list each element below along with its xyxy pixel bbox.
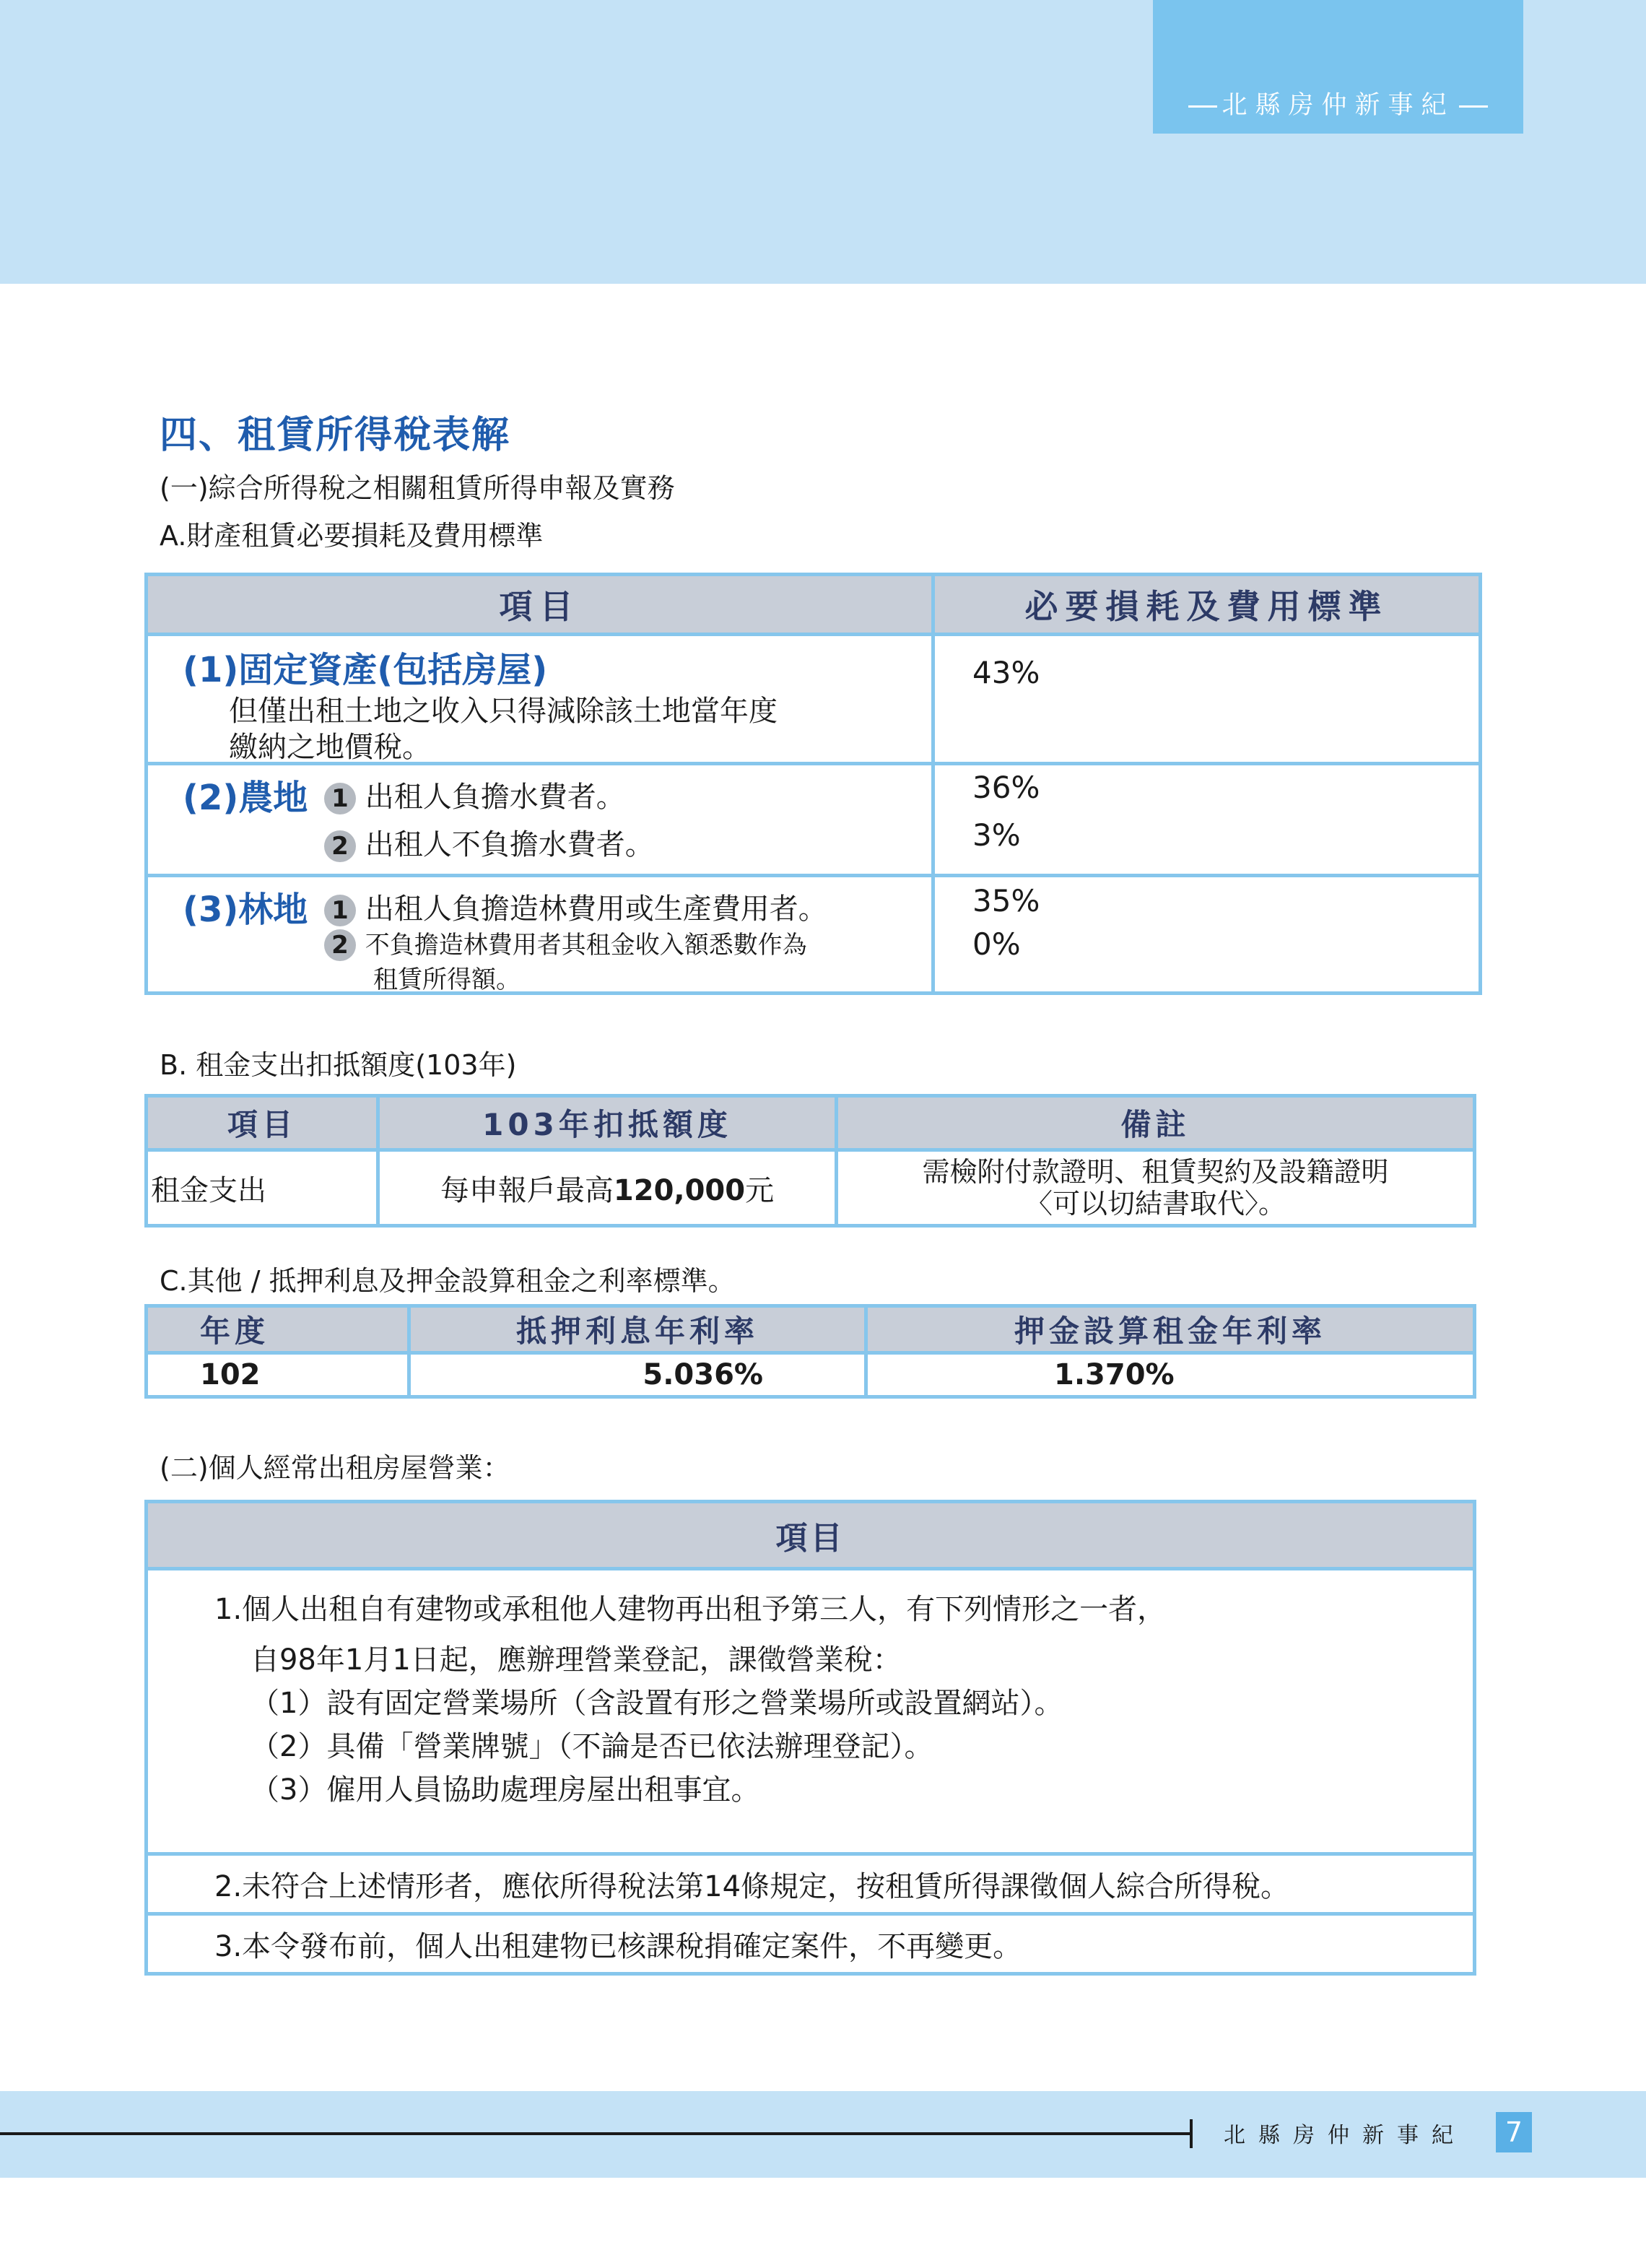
rental-business-item1 — [147, 1569, 1475, 1854]
table-a-row1-value — [933, 635, 1481, 764]
farmland-item2: 出租人不負擔水費者。 — [365, 828, 654, 861]
table-row — [147, 1150, 1475, 1226]
item1-line2: 自98年1月1日起，應辦理營業登記，課徵營業稅： — [251, 1643, 902, 1677]
farmland-rate2: 3% — [972, 817, 1021, 853]
table-row — [147, 1914, 1475, 1974]
rent-expense-label: 租金支出 — [147, 1150, 378, 1226]
header-title: 北縣房仲新事紀 — [1222, 91, 1455, 120]
number-2-badge: 2 — [324, 929, 356, 961]
item1-lead: 1.個人出租自有建物或承租他人建物再出租予第三人，有下列情形之一者， — [214, 1593, 1167, 1626]
farmland-title: (2)農地 — [183, 778, 308, 818]
subsection-c-title: C.其他 / 抵押利息及押金設算租金之利率標準。 — [160, 1265, 736, 1297]
forestland-title: (3)林地 — [183, 890, 308, 930]
table-c-header-year: 年度 — [147, 1306, 409, 1353]
year-value: 102 — [147, 1353, 409, 1397]
farmland-item1: 出租人負擔水費者。 — [365, 781, 625, 814]
section-title: 四、租賃所得稅表解 — [160, 414, 511, 457]
number-1-badge: 1 — [324, 895, 356, 926]
fixed-asset-line2: 繳納之地價稅。 — [229, 731, 431, 764]
table-b-header-note: 備註 — [837, 1096, 1475, 1150]
footer-rule — [0, 2132, 1191, 2135]
fixed-asset-title: (1)固定資產(包括房屋) — [183, 650, 548, 690]
table-a-row1-item — [147, 635, 933, 764]
fixed-asset-line1: 但僅出租土地之收入只得減除該土地當年度 — [229, 695, 778, 728]
table-c-header-mortgage: 抵押利息年利率 — [409, 1306, 866, 1353]
rent-deduction-table — [144, 1094, 1476, 1228]
rental-business-item3: 3.本令發布前，個人出租建物已核課稅捐確定案件，不再變更。 — [147, 1914, 1475, 1974]
number-2-badge: 2 — [324, 830, 356, 862]
forestland-rate1: 35% — [972, 883, 1040, 918]
rent-deduction-note — [837, 1150, 1475, 1226]
table-a-row3-item — [147, 876, 933, 994]
note-line2: 〈可以切結書取代〉。 — [1024, 1188, 1286, 1220]
table-a-row3-value — [933, 876, 1481, 994]
table-row — [147, 1569, 1475, 1854]
amount-suffix: 元 — [745, 1173, 775, 1207]
table-c-header-deposit: 押金設算租金年利率 — [866, 1306, 1475, 1353]
subsection-b-title: B. 租金支出扣抵額度(103年) — [160, 1049, 517, 1081]
table-row — [147, 1854, 1475, 1914]
footer-title: 北縣房仲新事紀 — [1224, 2123, 1466, 2148]
table-row — [147, 764, 1481, 876]
subsection-1-title: (一)綜合所得稅之相關租賃所得申報及實務 — [160, 472, 675, 504]
deposit-rate-value: 1.370% — [866, 1353, 1475, 1397]
forestland-item2: 不負擔造林費用者其租金收入額悉數作為 — [365, 931, 807, 960]
item1-sub1: （1）設有固定營業場所（含設置有形之營業場所或設置網站）。 — [251, 1687, 1063, 1720]
mortgage-rate-value: 5.036% — [409, 1353, 866, 1397]
amount-value: 120,000 — [613, 1173, 746, 1207]
table-a-header-standard: 必要損耗及費用標準 — [933, 575, 1481, 635]
interest-rate-table — [144, 1304, 1476, 1399]
forestland-item1: 出租人負擔造林費用或生產費用者。 — [365, 892, 827, 926]
page-number: 7 — [1496, 2112, 1532, 2152]
table-row — [147, 1353, 1475, 1397]
table-row — [147, 876, 1481, 994]
table-a-row2-value — [933, 764, 1481, 876]
note-line1: 需檢附付款證明、租賃契約及設籍證明 — [922, 1156, 1389, 1188]
number-1-badge: 1 — [324, 783, 356, 814]
table-row — [147, 635, 1481, 764]
item1-sub3: （3）僱用人員協助處理房屋出租事宜。 — [251, 1773, 760, 1807]
table-a-header-item: 項目 — [147, 575, 933, 635]
expense-standard-table — [144, 573, 1482, 995]
amount-prefix: 每申報戶最高 — [440, 1173, 614, 1207]
rental-business-table — [144, 1500, 1476, 1976]
header-title-wrap — [1153, 85, 1523, 121]
table-b-header-item: 項目 — [147, 1096, 378, 1150]
farmland-rate1: 36% — [972, 770, 1040, 805]
forestland-rate2: 0% — [972, 926, 1021, 962]
fixed-asset-rate: 43% — [972, 655, 1040, 690]
table-b-header-amount: 103年扣抵額度 — [378, 1096, 837, 1150]
rent-deduction-amount — [378, 1150, 837, 1226]
table-a-row2-item — [147, 764, 933, 876]
table-d-header: 項目 — [147, 1502, 1475, 1569]
rental-business-item2: 2.未符合上述情形者，應依所得稅法第14條規定，按租賃所得課徵個人綜合所得稅。 — [147, 1854, 1475, 1914]
item1-sub2: （2）具備「營業牌號」（不論是否已依法辦理登記）。 — [251, 1730, 933, 1763]
subsection-2-title: (二)個人經常出租房屋營業： — [160, 1452, 510, 1484]
header-tab — [1153, 0, 1523, 134]
forestland-item2-cont: 租賃所得額。 — [373, 965, 521, 994]
footer-rule-tick — [1190, 2119, 1193, 2148]
subsection-a-title: A.財產租賃必要損耗及費用標準 — [160, 520, 544, 552]
